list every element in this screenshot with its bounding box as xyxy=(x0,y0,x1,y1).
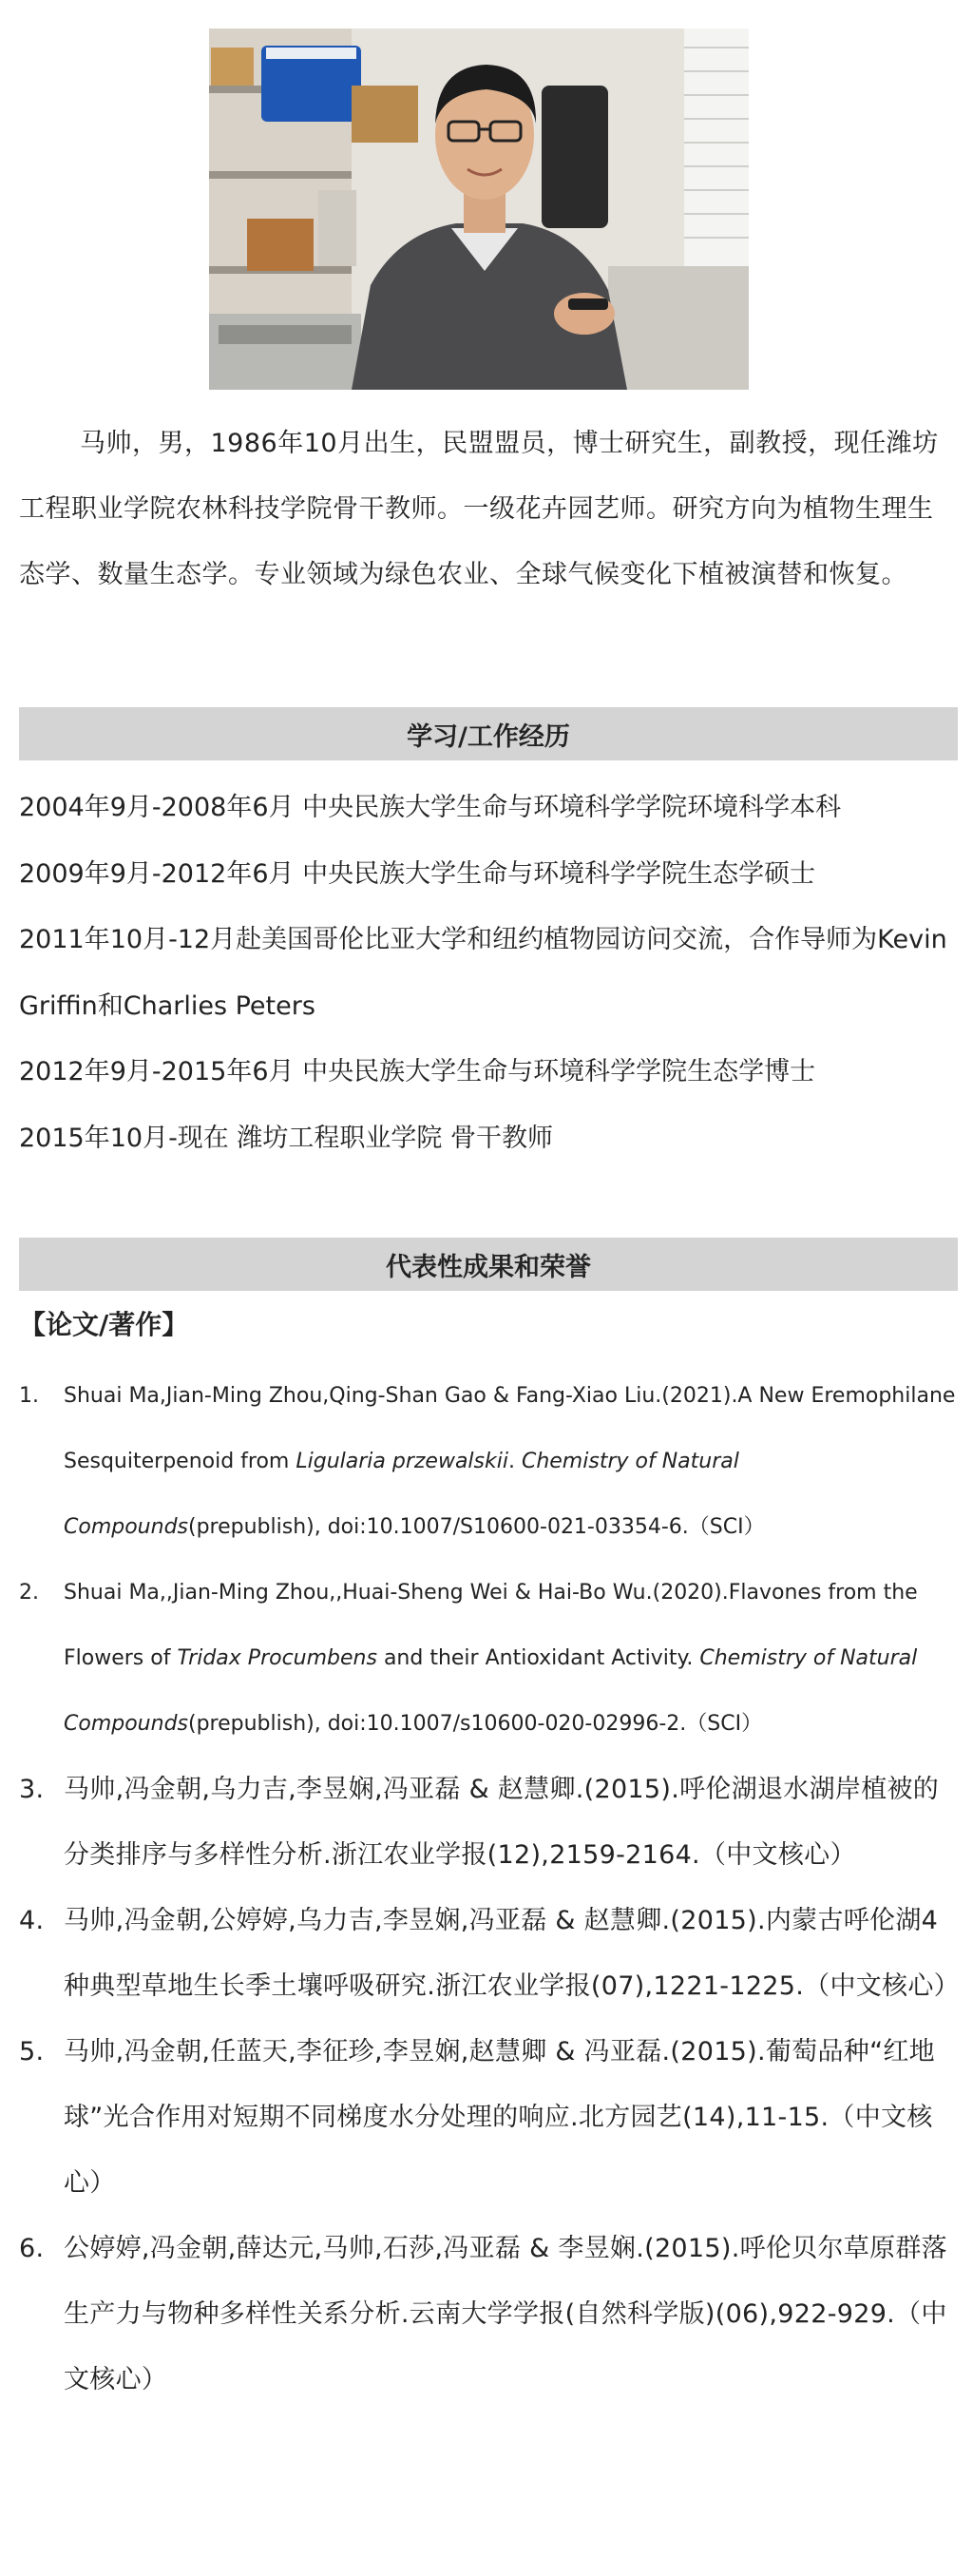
publication-authors: Shuai Ma,,Jian-Ming Zhou,,Huai-Sheng Wei & Hai-Bo Wu.(2020).Flavones from the Flowers of xyxy=(64,1581,918,1670)
publication-item xyxy=(19,1757,958,1888)
intro-paragraph: 马帅，男，1986年10月出生，民盟盟员，博士研究生，副教授，现任潍坊工程职业学院农林科技学院骨干教师。一级花卉园艺师。研究方向为植物生理生态学、数量生态学。专业领域为绿色农业、全球气候变化下植被演替和恢复。 xyxy=(19,429,939,589)
publication-number: 4. xyxy=(19,1906,45,1935)
history-item: 2012年9月-2015年6月 中央民族大学生命与环境科学学院生态学博士 xyxy=(19,1057,816,1086)
publication-authors: Shuai Ma,Jian-Ming Zhou,Qing-Shan Gao & Fang-Xiao Liu.(2021).A New Eremophilane Sesquiterpenoid from xyxy=(64,1384,956,1473)
publication-separator: and their Antioxidant Activity. xyxy=(376,1646,700,1670)
history-item: 2015年10月-现在 潍坊工程职业学院 骨干教师 xyxy=(19,1123,553,1153)
publication-doi: (prepublish), doi:10.1007/s10600-020-02996-2.（SCI） xyxy=(188,1712,763,1736)
publication-journal: Chemistry of Natural Compounds xyxy=(64,1450,739,1539)
publication-text: 公婷婷,冯金朝,薛达元,马帅,石莎,冯亚磊 & 李昱娴.(2015).呼伦贝尔草原群落生产力与物种多样性关系分析.云南大学学报(自然科学版)(06),922-929.（中文核心） xyxy=(64,2234,947,2394)
history-list xyxy=(19,775,958,1171)
publication-list xyxy=(19,1363,958,2413)
publication-text: 马帅,冯金朝,公婷婷,乌力吉,李昱娴,冯亚磊 & 赵慧卿.(2015).内蒙古呼伦湖4种典型草地生长季土壤呼吸研究.浙江农业学报(07),1221-1225.（中文核心） xyxy=(64,1906,960,2001)
publication-item xyxy=(19,2019,958,2216)
section-header-history: 学习/工作经历 xyxy=(19,707,958,760)
publication-text: 马帅,冯金朝,乌力吉,李昱娴,冯亚磊 & 赵慧卿.(2015).呼伦湖退水湖岸植被的分类排序与多样性分析.浙江农业学报(12),2159-2164.（中文核心） xyxy=(64,1775,940,1870)
publication-number: 3. xyxy=(19,1775,45,1804)
history-item: 2011年10月-12月赴美国哥伦比亚大学和纽约植物园访问交流，合作导师为Kevin Griffin和Charlies Peters xyxy=(19,925,947,1021)
publication-number: 2. xyxy=(19,1581,39,1605)
publication-item xyxy=(19,1888,958,2019)
publication-separator: . xyxy=(507,1450,522,1473)
publication-species: Ligularia przewalskii xyxy=(296,1450,508,1473)
subheading-papers: 【论文/著作】 xyxy=(19,1309,189,1340)
publication-number: 1. xyxy=(19,1384,39,1408)
publication-number: 6. xyxy=(19,2234,45,2263)
publication-doi: (prepublish), doi:10.1007/S10600-021-03354-6.（SCI） xyxy=(188,1515,765,1539)
section-header-achievements: 代表性成果和荣誉 xyxy=(19,1238,958,1291)
publication-item xyxy=(19,1560,958,1757)
publication-item xyxy=(19,2216,958,2413)
publication-item xyxy=(19,1363,958,1560)
history-item: 2004年9月-2008年6月 中央民族大学生命与环境科学学院环境科学本科 xyxy=(19,793,842,822)
profile-photo xyxy=(209,29,749,390)
publication-journal: Chemistry of Natural Compounds xyxy=(64,1646,918,1736)
publication-species: Tridax Procumbens xyxy=(177,1646,377,1670)
history-item: 2009年9月-2012年6月 中央民族大学生命与环境科学学院生态学硕士 xyxy=(19,858,816,889)
publication-text: 马帅,冯金朝,任蓝天,李征珍,李昱娴,赵慧卿 & 冯亚磊.(2015).葡萄品种“红地球”光合作用对短期不同梯度水分处理的响应.北方园艺(14),11-15.（中文核心） xyxy=(64,2037,935,2198)
publication-number: 5. xyxy=(19,2037,45,2067)
